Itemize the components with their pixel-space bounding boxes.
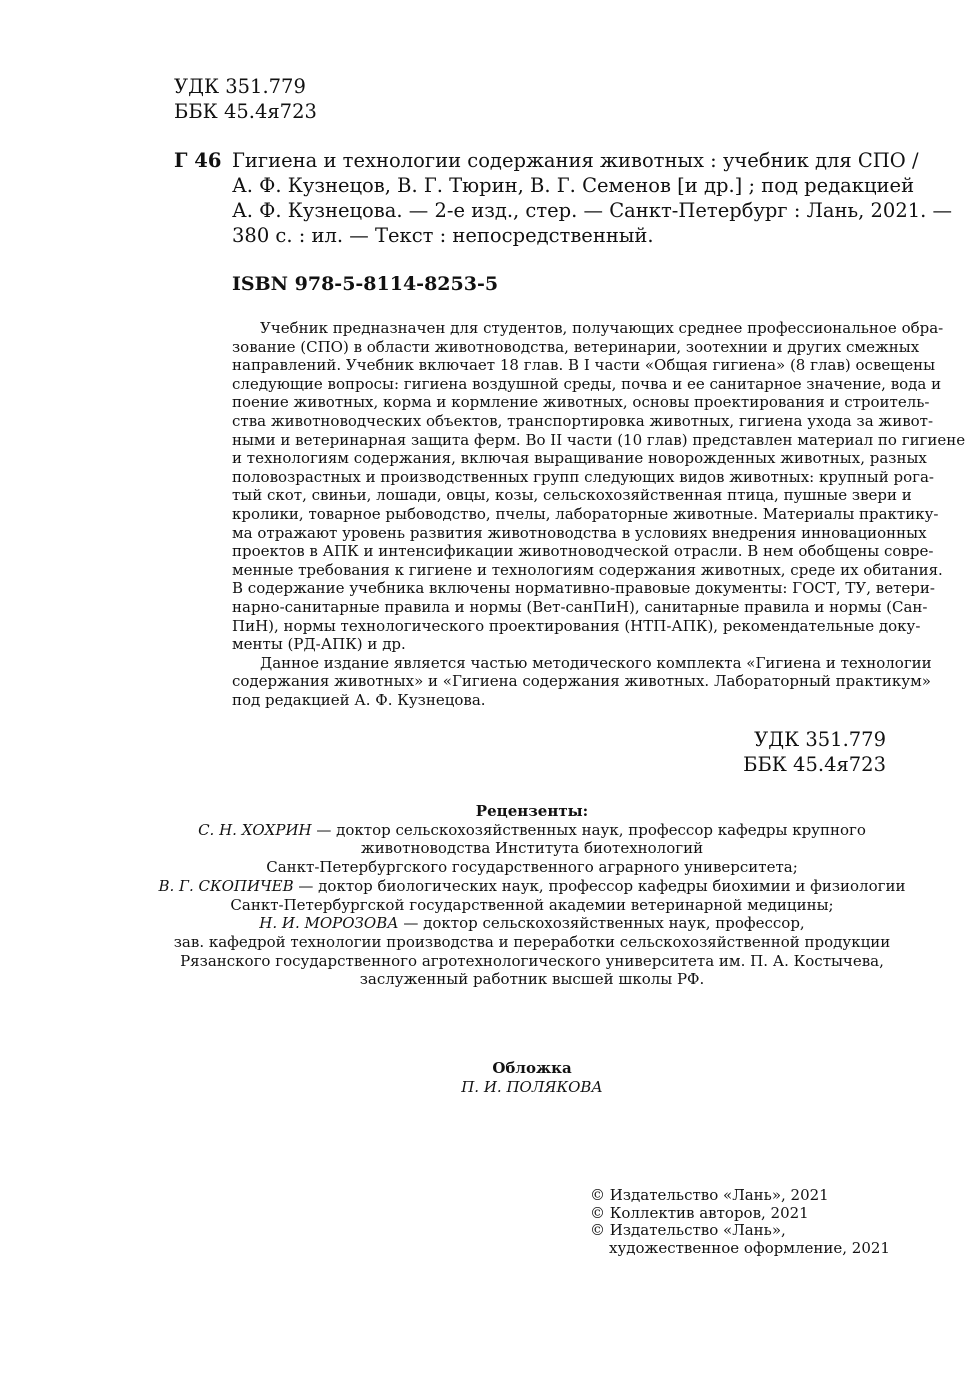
reviewer-text: Санкт-Петербургского государственного аграрного университета; [266, 858, 798, 877]
cover-credit [132, 1059, 932, 1096]
bibliographic-entry [232, 148, 953, 248]
abstract-line: менные требования к гигиене и технологиям содержания животных, среде их обитания. [232, 560, 943, 579]
abstract-line: кролики, товарное рыбоводство, пчелы, лабораторные животные. Материалы практику- [232, 504, 939, 523]
reviewer-text: Рязанского государственного агротехнологического университета им. П. А. Костычева, [180, 951, 884, 970]
reviewer-name: В. Г. СКОПИЧЕВ [158, 876, 294, 895]
reviewer-text: — доктор сельскохозяйственных наук, профессор, [398, 914, 805, 933]
reviewer-3 [132, 914, 932, 933]
abstract-line: В содержание учебника включены нормативно-правовые документы: ГОСТ, ТУ, ветери- [232, 579, 935, 598]
entry-line: Гигиена и технологии содержания животных : учебник для СПО / [232, 149, 919, 172]
entry-line: А. Ф. Кузнецова. — 2-е изд., стер. — Санкт-Петербург : Лань, 2021. — [232, 199, 953, 222]
abstract-line: менты (РД-АПК) и др. [232, 635, 406, 654]
isbn: ISBN 978-5-8114-8253-5 [232, 273, 499, 295]
abstract-line: ПиН), нормы технологического проектирования (НТП-АПК), рекомендательные доку- [232, 616, 921, 635]
reviewers-heading: Рецензенты: [475, 802, 589, 820]
reviewer-name: Н. И. МОРОЗОВА [259, 914, 399, 933]
abstract-line: и технологиям содержания, включая выращивание новорожденных животных, разных [232, 449, 927, 468]
entry-line: 380 с. : ил. — Текст : непосредственный. [232, 224, 654, 247]
reviewer-2 [132, 877, 932, 896]
reviewer-text: Санкт-Петербургской государственной академии ветеринарной медицины; [230, 895, 834, 914]
abstract-line: ма отражают уровень развития животноводства в условиях внедрения инновационных [232, 523, 927, 542]
abstract-line: направлений. Учебник включает 18 глав. В I части «Общая гигиена» (8 глав) освещены [232, 356, 936, 375]
copyright-line: художественное оформление, 2021 [609, 1238, 890, 1257]
abstract-line: ными и ветеринарная защита ферм. Во II части (10 глав) представлен материал по гигиене [232, 430, 966, 449]
copyright-line: © Издательство «Лань», [590, 1221, 786, 1239]
bbk-code: ББК 45.4я723 [174, 100, 317, 123]
reviewer-text: — доктор сельскохозяйственных наук, профессор кафедры крупного [311, 820, 866, 839]
abstract-line: нарно-санитарные правила и нормы (Вет-санПиН), санитарные правила и нормы (Сан- [232, 597, 928, 616]
cover-heading: Обложка [492, 1059, 572, 1077]
abstract-line: зование (СПО) в области животноводства, ветеринарии, зоотехнии и других смежных [232, 337, 920, 356]
abstract-line: проектов в АПК и интенсификации животноводческой отрасли. В нем обобщены совре- [232, 542, 934, 561]
bbk-code: ББК 45.4я723 [743, 753, 886, 776]
abstract-line: поение животных, корма и кормление животных, основы проектирования и строитель- [232, 393, 930, 412]
reviewer-text: животноводства Института биотехнологий [360, 839, 704, 858]
udk-bbk-right [743, 727, 886, 777]
copyright-line: © Издательство «Лань», 2021 [590, 1186, 829, 1204]
reviewer-1 [132, 821, 932, 840]
reviewer-text: заслуженный работник высшей школы РФ. [359, 970, 705, 989]
udk-code: УДК 351.779 [174, 75, 306, 98]
reviewer-text: — доктор биологических наук, профессор кафедры биохимии и физиологии [293, 876, 906, 895]
entry-line: А. Ф. Кузнецов, В. Г. Тюрин, В. Г. Семенов [и др.] ; под редакцией [232, 174, 915, 197]
reviewers-block [132, 802, 932, 989]
copyright-line: © Коллектив авторов, 2021 [590, 1203, 809, 1222]
abstract-line: под редакцией А. Ф. Кузнецова. [232, 690, 486, 709]
author-mark: Г 46 [174, 149, 222, 172]
abstract-line: ства животноводческих объектов, транспортировка животных, гигиена ухода за живот- [232, 411, 934, 430]
cover-artist: П. И. ПОЛЯКОВА [461, 1077, 603, 1096]
reviewer-text: зав. кафедрой технологии производства и переработки сельскохозяйственной продукции [173, 932, 891, 951]
abstract-line: тый скот, свиньи, лошади, овцы, козы, сельскохозяйственная птица, пушные звери и [232, 486, 912, 505]
abstract-line: Учебник предназначен для студентов, получающих среднее профессиональное обра- [260, 319, 944, 337]
copyright-block [590, 1187, 890, 1257]
reviewer-name: С. Н. ХОХРИН [198, 820, 312, 839]
abstract-line: Данное издание является частью методического комплекта «Гигиена и технологии [260, 653, 932, 672]
abstract-line: половозрастных и производственных групп следующих видов животных: крупный рога- [232, 467, 934, 486]
abstract-line: содержания животных» и «Гигиена содержания животных. Лабораторный практикум» [232, 672, 931, 691]
abstract-line: следующие вопросы: гигиена воздушной среды, почва и ее санитарное значение, вода и [232, 374, 942, 393]
udk-bbk-top [174, 74, 317, 124]
udk-code: УДК 351.779 [754, 728, 886, 751]
abstract [232, 319, 966, 709]
